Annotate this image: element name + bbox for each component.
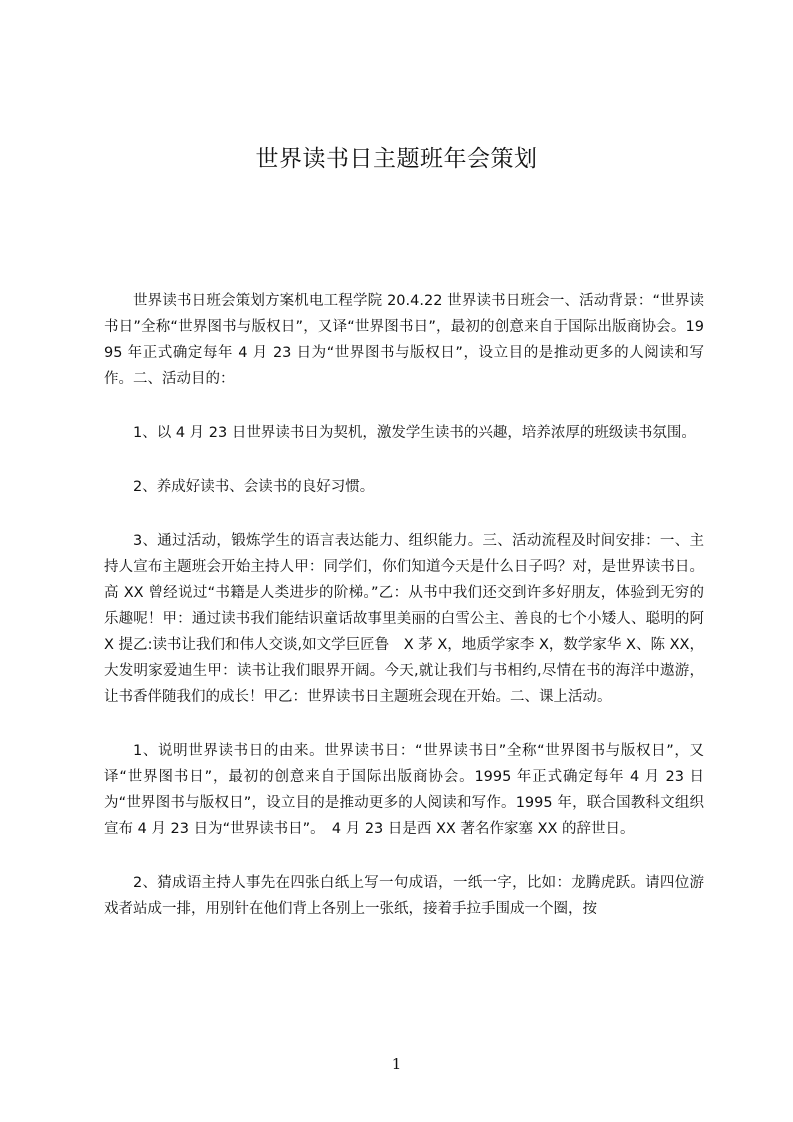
paragraph-goal-2: 2、养成好读书、会读书的良好习惯。 — [133, 479, 375, 495]
paragraph-goal-1: 1、以 4 月 23 日世界读书日为契机，激发学生读书的兴趣，培养浓厚的班级读书氛围。 — [133, 425, 696, 441]
page-number: 1 — [391, 1055, 402, 1073]
paragraph-background-and-goals: 世界读书日班会策划方案机电工程学院 20.4.22 世界读书日班会一、活动背景：“世界读书日”全称“世界图书与版权日”，又译“世界图书日”，最初的创意来自于国际出版商协会。1995 年正式确定每年 4 月 23 日为“世界图书与版权日”，设立目的是推动更多的人阅读和写作。二、活动目的： — [104, 293, 704, 387]
document-title: 世界读书日主题班年会策划 — [255, 146, 538, 172]
paragraph-goal-3-and-process: 3、通过活动，锻炼学生的语言表达能力、组织能力。三、活动流程及时间安排：一、主持人宣布主题班会开始主持人甲：同学们，你们知道今天是什么日子吗？对，是世界读书日。高 XX 曾经说过“书籍是人类进步的阶梯。”乙：从书中我们还交到许多好朋友，体验到无穷的乐趣呢！甲：通过读书我们能结识童话故事里美丽的白雪公主、善良的七个小矮人、聪明的阿 X 提乙:读书让我们和伟人交谈,如文学巨匠鲁 X 茅 X，地质学家李 X，数学家华 X、陈 XX，大发明家爱迪生甲：读书让我们眼界开阔。今天,就让我们与书相约,尽情在书的海洋中遨游，让书香伴随我们的成长！甲乙：世界读书日主题班会现在开始。二、课上活动。 — [104, 533, 704, 705]
paragraph-activity-1: 1、说明世界读书日的由来。世界读书日：“世界读书日”全称“世界图书与版权日”，又译“世界图书日”，最初的创意来自于国际出版商协会。1995 年正式确定每年 4 月 23 日为“世界图书与版权日”，设立目的是推动更多的人阅读和写作。1995 年，联合国教科文组织宣布 4 月 23 日为“世界读书日”。 4 月 23 日是西 XX 著名作家塞 XX 的辞世日。 — [104, 743, 704, 837]
document-body — [104, 288, 704, 950]
paragraph-activity-2: 2、猜成语主持人事先在四张白纸上写一句成语，一纸一字，比如：龙腾虎跃。请四位游戏者站成一排，用别针在他们背上各别上一张纸，接着手拉手围成一个圈，按 — [104, 875, 704, 917]
